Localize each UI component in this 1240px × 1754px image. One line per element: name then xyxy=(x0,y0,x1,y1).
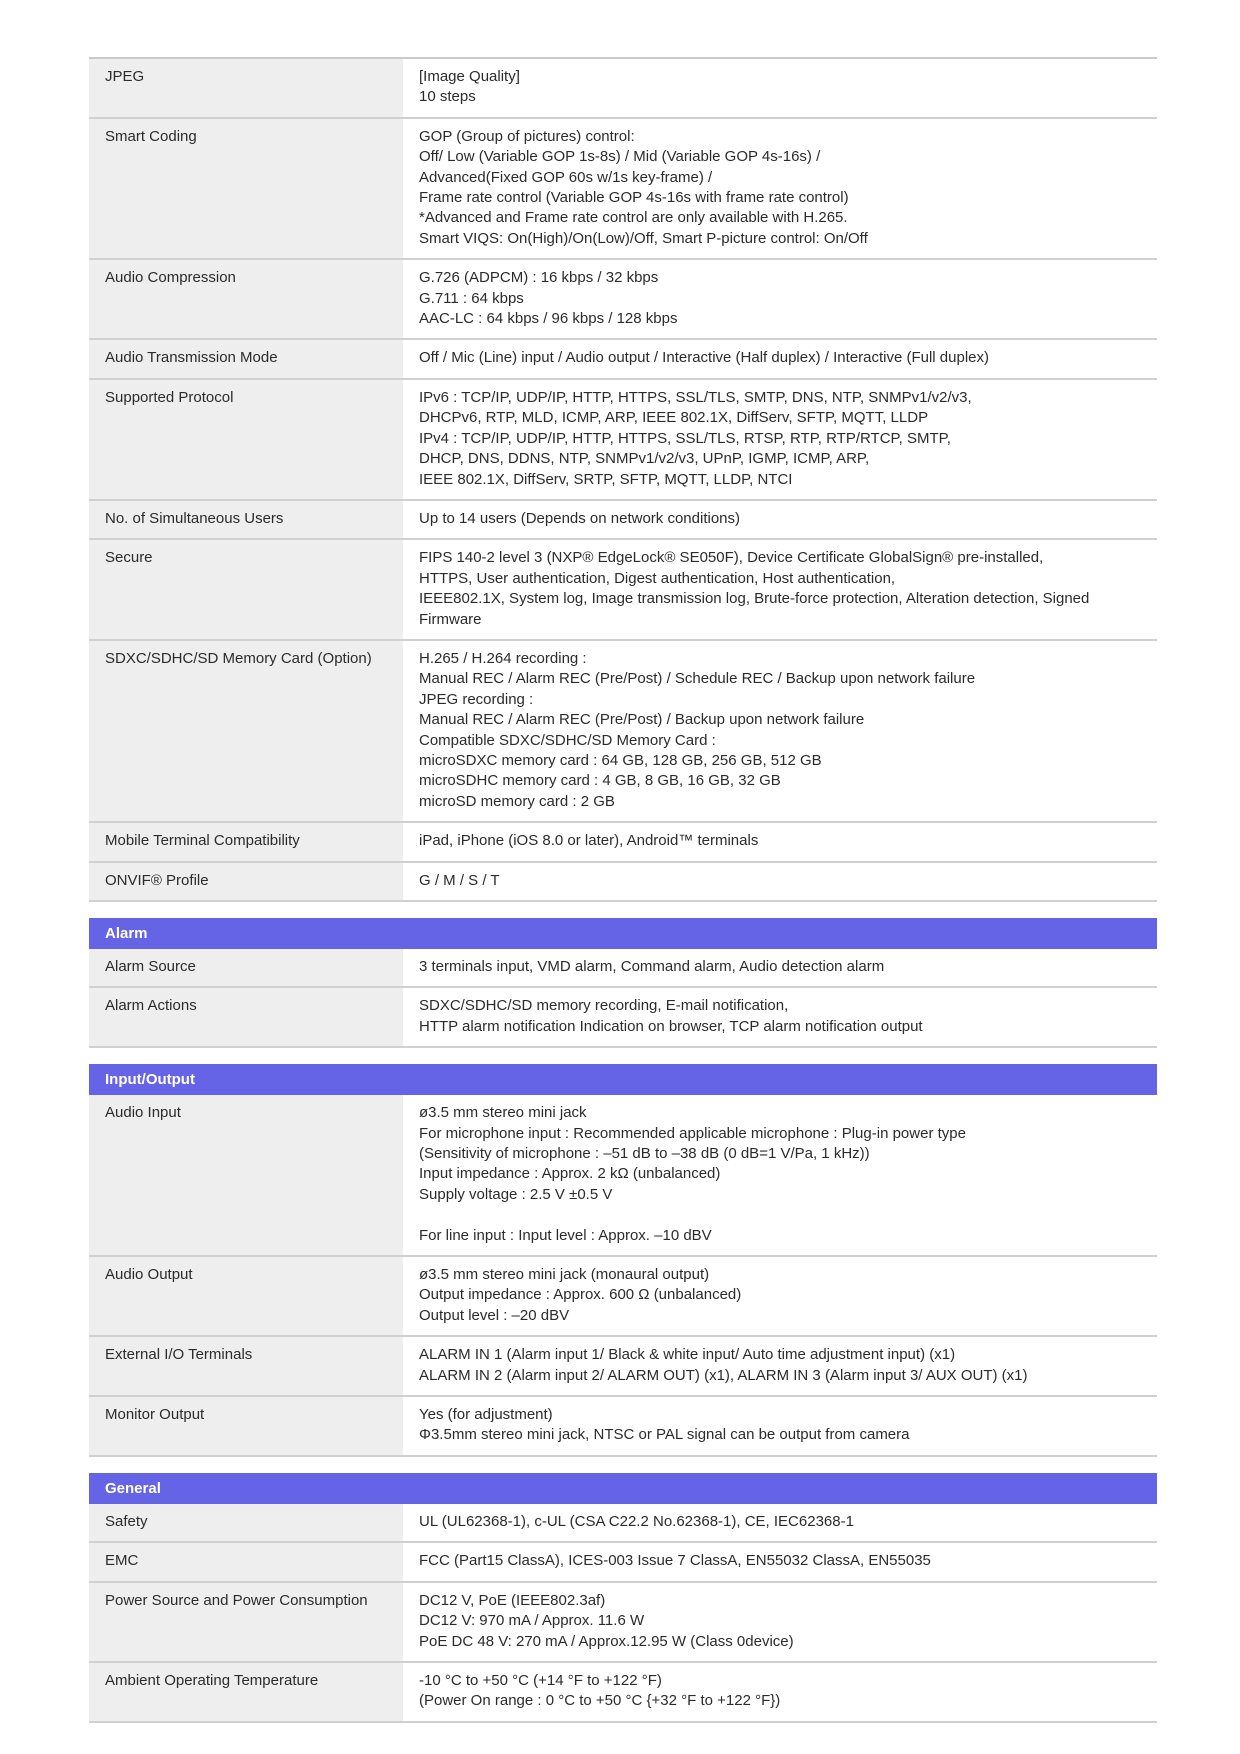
spec-value-line xyxy=(419,1205,1141,1225)
spec-label: Secure xyxy=(89,539,403,640)
spec-value-line: G.711 : 64 kbps xyxy=(419,289,524,307)
spec-value-line: Compatible SDXC/SDHC/SD Memory Card : xyxy=(419,731,716,749)
spec-value-line: *Advanced and Frame rate control are only available with H.265. xyxy=(419,209,848,227)
spec-value xyxy=(403,822,1157,861)
spec-label: Audio Compression xyxy=(89,259,403,339)
spec-value-line: JPEG recording : xyxy=(419,690,534,708)
spec-value-line: SDXC/SDHC/SD memory recording, E-mail notification, xyxy=(419,997,789,1015)
spec-row xyxy=(89,58,1157,118)
section-spec-table xyxy=(89,1095,1157,1457)
spec-label: External I/O Terminals xyxy=(89,1336,403,1396)
spec-value-line: ø3.5 mm stereo mini jack xyxy=(419,1104,587,1122)
spec-value-line: -10 °C to +50 °C (+14 °F to +122 °F) xyxy=(419,1671,662,1689)
spec-value-line: Advanced(Fixed GOP 60s w/1s key-frame) / xyxy=(419,168,713,186)
spec-value-line: Supply voltage : 2.5 V ±0.5 V xyxy=(419,1185,613,1203)
spec-row xyxy=(89,259,1157,339)
spec-row xyxy=(89,339,1157,378)
section-spec-table xyxy=(89,1504,1157,1723)
spec-label: Mobile Terminal Compatibility xyxy=(89,822,403,861)
spec-value-line: Frame rate control (Variable GOP 4s-16s with frame rate control) xyxy=(419,189,849,207)
spec-value xyxy=(403,339,1157,378)
spec-value-line: IEEE 802.1X, DiffServ, SRTP, SFTP, MQTT, LLDP, NTCI xyxy=(419,470,793,488)
spec-value-line: microSD memory card : 2 GB xyxy=(419,792,615,810)
spec-row xyxy=(89,539,1157,640)
spec-value-line: Firmware xyxy=(419,610,482,628)
spec-sections xyxy=(89,918,1157,1723)
spec-value xyxy=(403,640,1157,822)
spec-value xyxy=(403,1095,1157,1256)
spec-value-line: Output level : –20 dBV xyxy=(419,1306,570,1324)
spec-value-line: 10 steps xyxy=(419,88,476,106)
spec-row xyxy=(89,500,1157,539)
spec-value xyxy=(403,1396,1157,1456)
spec-value-line: microSDXC memory card : 64 GB, 128 GB, 256 GB, 512 GB xyxy=(419,751,822,769)
spec-value xyxy=(403,1662,1157,1722)
spec-row xyxy=(89,1256,1157,1336)
spec-value-line: 3 terminals input, VMD alarm, Command alarm, Audio detection alarm xyxy=(419,958,885,975)
spec-value-line: (Sensitivity of microphone : –51 dB to –38 dB (0 dB=1 V/Pa, 1 kHz)) xyxy=(419,1145,870,1163)
section-spec-table xyxy=(89,949,1157,1048)
section-header: General xyxy=(89,1473,1157,1504)
spec-label: Monitor Output xyxy=(89,1396,403,1456)
spec-value xyxy=(403,58,1157,118)
network-spec-table xyxy=(89,57,1157,902)
spec-label: Alarm Actions xyxy=(89,987,403,1047)
spec-value xyxy=(403,379,1157,500)
spec-value-line: FCC (Part15 ClassA), ICES-003 Issue 7 ClassA, EN55032 ClassA, EN55035 xyxy=(419,1552,931,1570)
spec-label: Supported Protocol xyxy=(89,379,403,500)
spec-value-line: ø3.5 mm stereo mini jack (monaural output) xyxy=(419,1266,710,1284)
spec-value-line: AAC-LC : 64 kbps / 96 kbps / 128 kbps xyxy=(419,310,678,328)
spec-value-line: Up to 14 users (Depends on network conditions) xyxy=(419,509,741,527)
spec-section xyxy=(89,1473,1157,1723)
spec-section xyxy=(89,918,1157,1048)
spec-value-line: HTTPS, User authentication, Digest authentication, Host authentication, xyxy=(419,569,896,587)
spec-label: Audio Transmission Mode xyxy=(89,339,403,378)
spec-row xyxy=(89,949,1157,987)
spec-value-line: UL (UL62368-1), c-UL (CSA C22.2 No.62368-1), CE, IEC62368-1 xyxy=(419,1512,854,1530)
spec-row xyxy=(89,1542,1157,1581)
spec-value-line: Off/ Low (Variable GOP 1s-8s) / Mid (Variable GOP 4s-16s) / xyxy=(419,148,821,166)
spec-value xyxy=(403,1582,1157,1662)
spec-value-line: (Power On range : 0 °C to +50 °C {+32 °F to +122 °F}) xyxy=(419,1692,781,1710)
spec-label: Smart Coding xyxy=(89,118,403,259)
spec-value-line: DHCP, DNS, DDNS, NTP, SNMPv1/v2/v3, UPnP, IGMP, ICMP, ARP, xyxy=(419,450,870,468)
spec-label: No. of Simultaneous Users xyxy=(89,500,403,539)
spec-value-line: IPv4 : TCP/IP, UDP/IP, HTTP, HTTPS, SSL/TLS, RTSP, RTP, RTP/RTCP, SMTP, xyxy=(419,429,951,447)
network-spec-body xyxy=(89,58,1157,901)
spec-label: SDXC/SDHC/SD Memory Card (Option) xyxy=(89,640,403,822)
spec-value-line: microSDHC memory card : 4 GB, 8 GB, 16 GB, 32 GB xyxy=(419,772,781,790)
spec-value-line: Smart VIQS: On(High)/On(Low)/Off, Smart P-picture control: On/Off xyxy=(419,229,868,247)
spec-value-line: GOP (Group of pictures) control: xyxy=(419,127,635,145)
spec-value xyxy=(403,118,1157,259)
spec-row xyxy=(89,1396,1157,1456)
spec-row xyxy=(89,379,1157,500)
spec-value-line: Manual REC / Alarm REC (Pre/Post) / Backup upon network failure xyxy=(419,711,865,729)
spec-value xyxy=(403,500,1157,539)
spec-value-line: Yes (for adjustment) xyxy=(419,1406,553,1424)
spec-row xyxy=(89,1504,1157,1542)
spec-label: Ambient Operating Temperature xyxy=(89,1662,403,1722)
spec-value xyxy=(403,1542,1157,1581)
spec-value-line: IPv6 : TCP/IP, UDP/IP, HTTP, HTTPS, SSL/TLS, SMTP, DNS, NTP, SNMPv1/v2/v3, xyxy=(419,388,972,406)
spec-label: Audio Input xyxy=(89,1095,403,1256)
spec-row xyxy=(89,987,1157,1047)
spec-row xyxy=(89,1662,1157,1722)
spec-row xyxy=(89,862,1157,901)
spec-value-line: [Image Quality] xyxy=(419,68,520,85)
spec-value xyxy=(403,259,1157,339)
spec-value-line: Output impedance : Approx. 600 Ω (unbalanced) xyxy=(419,1286,742,1304)
spec-value-line: Input impedance : Approx. 2 kΩ (unbalanced) xyxy=(419,1165,721,1183)
spec-label: JPEG xyxy=(89,58,403,118)
spec-value-line: iPad, iPhone (iOS 8.0 or later), Android™ terminals xyxy=(419,832,759,850)
spec-value xyxy=(403,949,1157,987)
spec-value-line: For line input : Input level : Approx. –10 dBV xyxy=(419,1226,712,1244)
spec-row xyxy=(89,640,1157,822)
spec-value-line: Manual REC / Alarm REC (Pre/Post) / Schedule REC / Backup upon network failure xyxy=(419,670,976,688)
spec-value-line: DC12 V, PoE (IEEE802.3af) xyxy=(419,1591,606,1609)
spec-value-line: DHCPv6, RTP, MLD, ICMP, ARP, IEEE 802.1X, DiffServ, SFTP, MQTT, LLDP xyxy=(419,409,929,427)
spec-row xyxy=(89,1095,1157,1256)
spec-value-line: IEEE802.1X, System log, Image transmission log, Brute-force protection, Alteration detection, Signed xyxy=(419,590,1090,608)
spec-row xyxy=(89,1582,1157,1662)
spec-value xyxy=(403,987,1157,1047)
spec-row xyxy=(89,118,1157,259)
spec-value-line: ALARM IN 1 (Alarm input 1/ Black & white input/ Auto time adjustment input) (x1) xyxy=(419,1346,956,1364)
spec-section xyxy=(89,1064,1157,1457)
spec-sheet xyxy=(89,57,1157,1723)
spec-value xyxy=(403,1256,1157,1336)
spec-value-line: Off / Mic (Line) input / Audio output / Interactive (Half duplex) / Interactive (Full duplex) xyxy=(419,349,989,367)
spec-label: EMC xyxy=(89,1542,403,1581)
spec-value-line: ALARM IN 2 (Alarm input 2/ ALARM OUT) (x1), ALARM IN 3 (Alarm input 3/ AUX OUT) (x1) xyxy=(419,1366,1028,1384)
spec-value-line: HTTP alarm notification Indication on browser, TCP alarm notification output xyxy=(419,1017,923,1035)
spec-value-line: G / M / S / T xyxy=(419,871,500,889)
spec-row xyxy=(89,1336,1157,1396)
spec-row xyxy=(89,822,1157,861)
spec-value-line: PoE DC 48 V: 270 mA / Approx.12.95 W (Class 0device) xyxy=(419,1632,794,1650)
spec-value-line: Φ3.5mm stereo mini jack, NTSC or PAL signal can be output from camera xyxy=(419,1426,910,1444)
spec-value-line: H.265 / H.264 recording : xyxy=(419,649,587,667)
section-header: Input/Output xyxy=(89,1064,1157,1095)
spec-label: Power Source and Power Consumption xyxy=(89,1582,403,1662)
spec-value xyxy=(403,1336,1157,1396)
spec-value xyxy=(403,862,1157,901)
spec-label: Safety xyxy=(89,1504,403,1542)
spec-value-line: G.726 (ADPCM) : 16 kbps / 32 kbps xyxy=(419,269,659,287)
spec-value xyxy=(403,1504,1157,1542)
spec-label: Audio Output xyxy=(89,1256,403,1336)
spec-value-line: FIPS 140-2 level 3 (NXP® EdgeLock® SE050F), Device Certificate GlobalSign® pre-installed, xyxy=(419,549,1044,567)
spec-value-line: For microphone input : Recommended applicable microphone : Plug-in power type xyxy=(419,1124,966,1142)
spec-label: ONVIF® Profile xyxy=(89,862,403,901)
spec-label: Alarm Source xyxy=(89,949,403,987)
spec-value xyxy=(403,539,1157,640)
spec-value-line: DC12 V: 970 mA / Approx. 11.6 W xyxy=(419,1612,645,1630)
section-header: Alarm xyxy=(89,918,1157,949)
